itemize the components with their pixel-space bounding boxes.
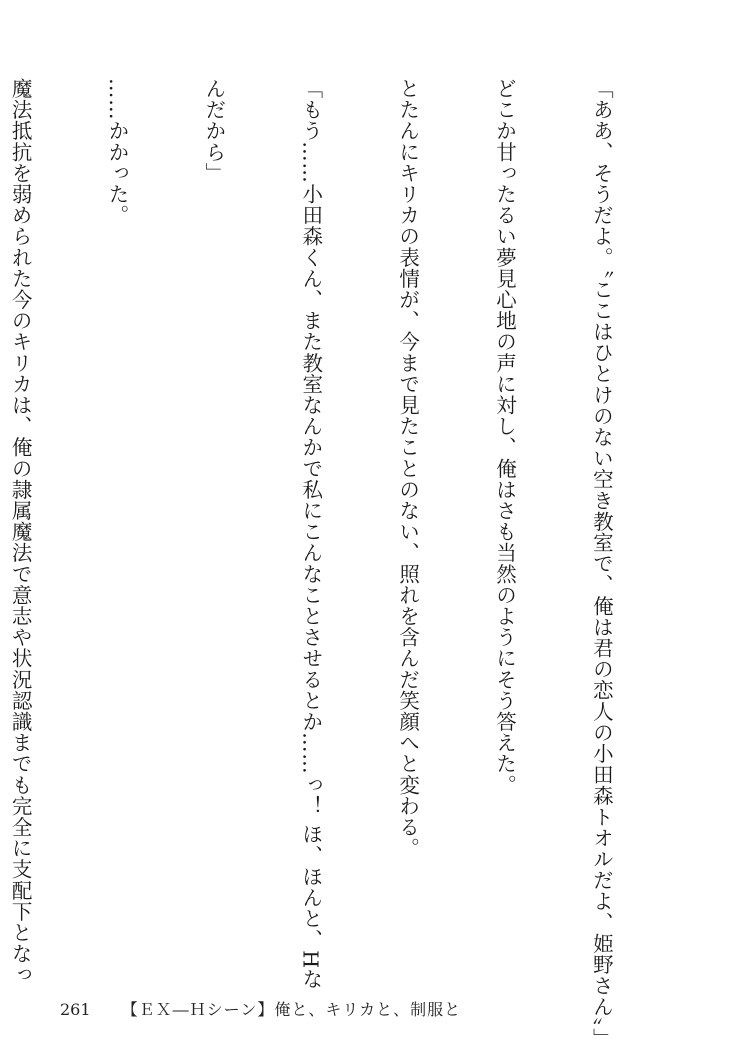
chapter-title: 【ＥＸ―Ｈシーン】俺と、キリカと、制服と <box>121 1000 462 1019</box>
page-number: 261 <box>60 1000 91 1019</box>
text-line: 「ああ、そうだよ。〝ここはひとけのない空き教室で、俺は君の恋人の小田森トオルだよ、姫野さん〟」 <box>589 78 614 1049</box>
text-line: 魔法抵抗を弱められた今のキリカは、俺の隷属魔法で意志や状況認識までも完全に支配下となっ <box>8 78 33 986</box>
text-line: 「もう……小田森くん、また教室なんかで私にこんなことさせるとか……っ！ ほ、ほんと、Hな <box>298 78 323 990</box>
page-footer <box>60 997 461 1020</box>
text-line: ……かかった。 <box>104 78 129 226</box>
text-line: んだから」 <box>201 78 226 184</box>
text-line: どこか甘ったるい夢見心地の声に対し、俺はさも当然のようにそう答えた。 <box>492 78 517 796</box>
text-line: とたんにキリカの表情が、今まで見たことのない、照れを含んだ笑顔へと変わる。 <box>395 78 420 859</box>
